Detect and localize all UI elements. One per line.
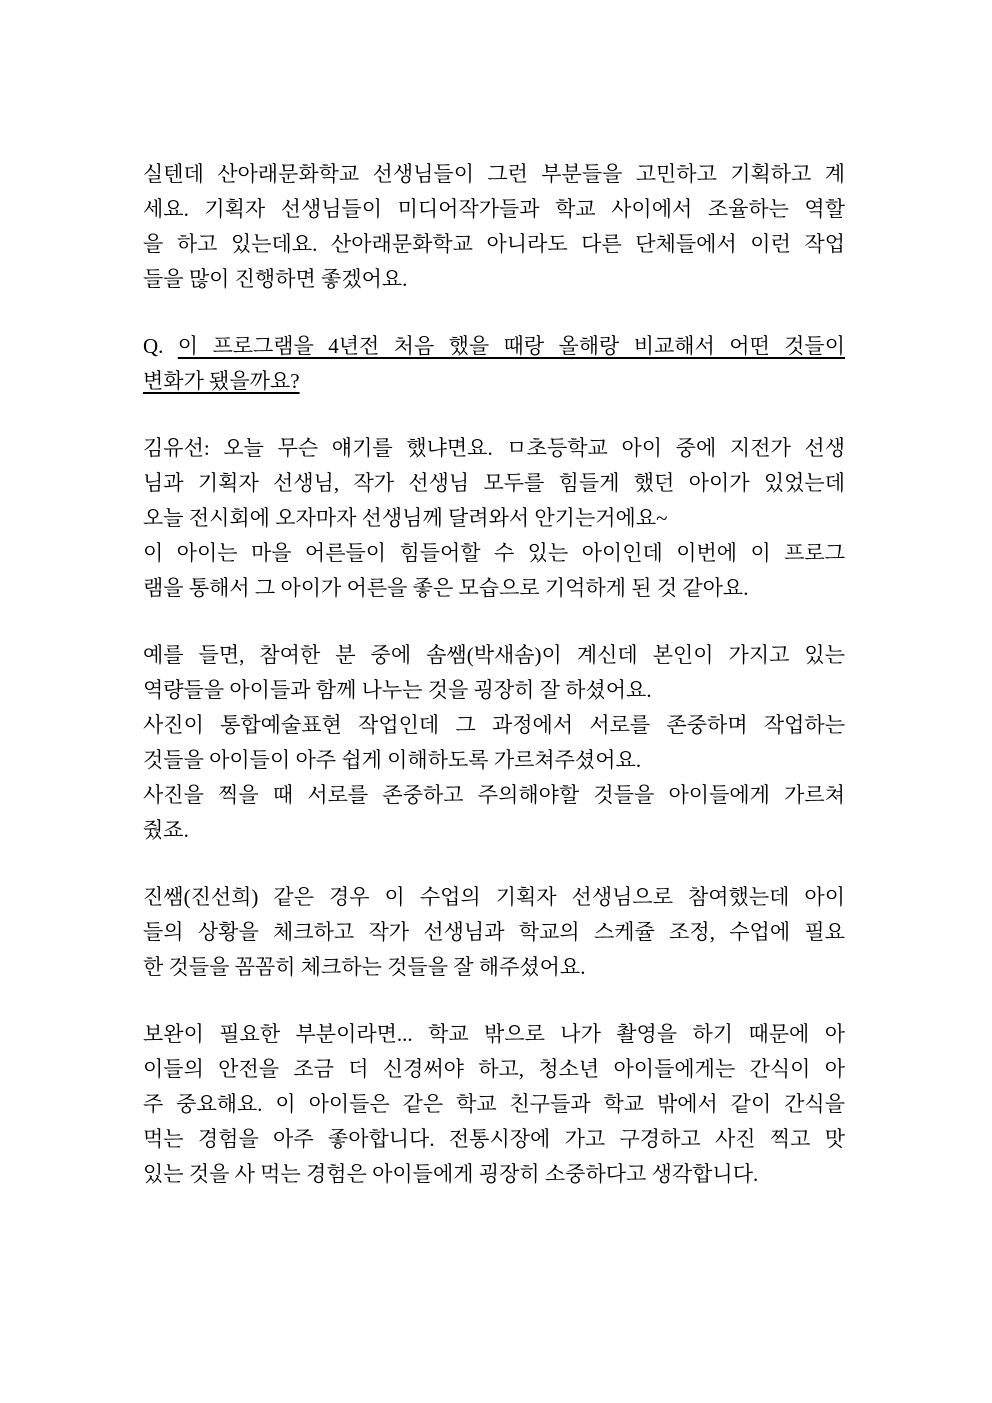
text-line [143, 638, 845, 673]
text-line [143, 1157, 845, 1192]
plain-text: 예를 들면, 참여한 분 중에 솜쌤(박새솜)이 계신데 본인이 가지고 있는 [143, 643, 845, 667]
plain-text: 님과 기획자 선생님, 작가 선생님 모두를 힘들게 했던 아이가 있었는데 [143, 471, 845, 495]
text-line [143, 262, 845, 297]
plain-text: 한 것들을 꼼꼼히 체크하는 것들을 잘 해주셨어요. [143, 955, 586, 979]
text-line [143, 673, 845, 708]
plain-text: 있는 것을 사 먹는 경험은 아이들에게 굉장히 소중하다고 생각합니다. [143, 1162, 759, 1186]
plain-text: 사진이 통합예술표현 작업인데 그 과정에서 서로를 존중하며 작업하는 [143, 713, 845, 737]
text-line [143, 1017, 845, 1052]
paragraph-improvement [143, 1017, 845, 1192]
paragraph-intro [143, 157, 845, 297]
text-line [143, 157, 845, 192]
text-line [143, 1087, 845, 1122]
plain-text: 역량들을 아이들과 함께 나누는 것을 굉장히 잘 하셨어요. [143, 678, 652, 702]
paragraph-example-jinssaem [143, 880, 845, 985]
text-line [143, 466, 845, 501]
plain-text: 을 하고 있는데요. 산아래문화학교 아니라도 다른 단체들에서 이런 작업 [143, 232, 845, 256]
text-line [143, 501, 845, 536]
text-line [143, 915, 845, 950]
text-line [143, 1052, 845, 1087]
plain-text: Q. [143, 334, 164, 358]
text-line [143, 743, 845, 778]
paragraph-question [143, 329, 845, 399]
text-line [143, 708, 845, 743]
underlined-text: 변화가 됐을까요? [143, 369, 300, 393]
plain-text: 세요. 기획자 선생님들이 미디어작가들과 학교 사이에서 조율하는 역할 [143, 197, 845, 221]
text-line [143, 571, 845, 606]
text-line [143, 364, 845, 399]
text-line [143, 536, 845, 571]
plain-text: 들의 상황을 체크하고 작가 선생님과 학교의 스케쥴 조정, 수업에 필요 [143, 920, 845, 944]
plain-text: 김유선: 오늘 무슨 얘기를 했냐면요. ㅁ초등학교 아이 중에 지전가 선생 [143, 436, 845, 460]
underlined-text: 이 프로그램을 4년전 처음 했을 때랑 올해랑 비교해서 어떤 것들이 [177, 334, 846, 358]
plain-text: 이 아이는 마을 어른들이 힘들어할 수 있는 아이인데 이번에 이 프로그 [143, 541, 845, 565]
text-line [143, 192, 845, 227]
text-line [143, 431, 845, 466]
plain-text: 사진을 찍을 때 서로를 존중하고 주의해야할 것들을 아이들에게 가르쳐 [143, 783, 845, 807]
text-line [143, 880, 845, 915]
plain-text: 들을 많이 진행하면 좋겠어요. [143, 267, 408, 291]
paragraph-answer-kim-yousun [143, 431, 845, 606]
paragraph-example-somssaem [143, 638, 845, 848]
plain-text: 오늘 전시회에 오자마자 선생님께 달려와서 안기는거에요~ [143, 506, 668, 530]
plain-text: 램을 통해서 그 아이가 어른을 좋은 모습으로 기억하게 된 것 같아요. [143, 576, 749, 600]
text-line [143, 329, 845, 364]
text-line [143, 950, 845, 985]
document-body [143, 157, 845, 1192]
plain-text: 진쌤(진선희) 같은 경우 이 수업의 기획자 선생님으로 참여했는데 아이 [143, 885, 845, 909]
text-line [143, 227, 845, 262]
text-line [143, 778, 845, 813]
text-line [143, 813, 845, 848]
plain-text: 줬죠. [143, 818, 189, 842]
plain-text: 실텐데 산아래문화학교 선생님들이 그런 부분들을 고민하고 기획하고 계 [143, 162, 845, 186]
plain-text: 보완이 필요한 부분이라면... 학교 밖으로 나가 촬영을 하기 때문에 아 [143, 1022, 845, 1046]
plain-text: 주 중요해요. 이 아이들은 같은 학교 친구들과 학교 밖에서 같이 간식을 [143, 1092, 845, 1116]
plain-text: 먹는 경험을 아주 좋아합니다. 전통시장에 가고 구경하고 사진 찍고 맛 [143, 1127, 845, 1151]
text-line [143, 1122, 845, 1157]
plain-text: 것들을 아이들이 아주 쉽게 이해하도록 가르쳐주셨어요. [143, 748, 642, 772]
plain-text: 이들의 안전을 조금 더 신경써야 하고, 청소년 아이들에게는 간식이 아 [143, 1057, 845, 1081]
